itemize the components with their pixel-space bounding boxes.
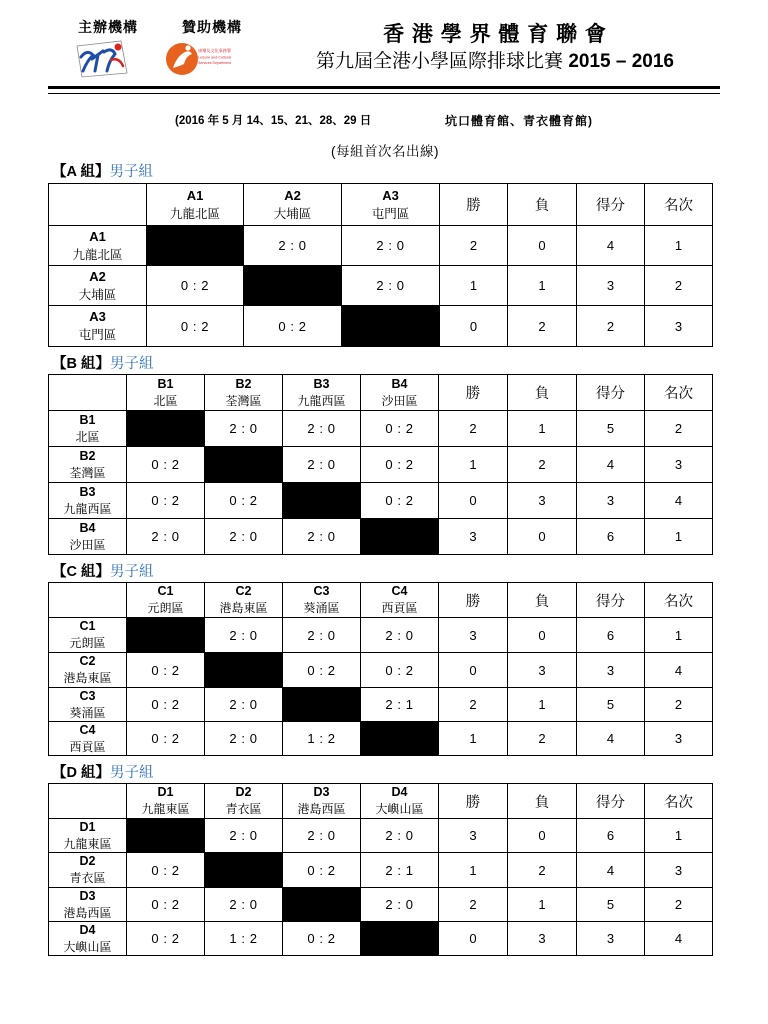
header-rule-thin — [48, 93, 720, 94]
team-code: D1 — [157, 785, 174, 799]
team-column-header — [205, 375, 283, 411]
team-column-header — [361, 375, 439, 411]
team-column-header — [147, 184, 244, 226]
team-code: B3 — [313, 376, 330, 391]
team-district: 港島西區 — [297, 802, 346, 816]
losses-cell: 1 — [508, 266, 577, 306]
team-code: B4 — [79, 520, 96, 535]
match-score-cell: 0 : 2 — [127, 653, 205, 688]
match-score-cell: 2 : 0 — [283, 819, 361, 853]
wins-cell: 1 — [440, 266, 508, 306]
rank-cell: 4 — [645, 653, 713, 688]
team-column-header — [283, 784, 361, 819]
rank-cell: 1 — [645, 519, 713, 555]
group-d-standings-table — [48, 783, 713, 956]
match-score-cell: 0 : 2 — [244, 306, 342, 347]
match-score-cell: 2 : 0 — [361, 888, 439, 922]
match-score-cell: 1 : 2 — [205, 922, 283, 956]
group-label: 【B 組】 — [52, 356, 110, 372]
team-row-header — [49, 922, 127, 956]
wins-cell: 0 — [439, 653, 508, 688]
team-district: 九龍西區 — [297, 393, 346, 408]
organizer-label: 主辦機構 — [78, 19, 138, 35]
team-code: A1 — [186, 187, 204, 203]
stat-header-points: 得分 — [577, 375, 645, 411]
losses-cell: 2 — [508, 853, 577, 888]
stat-header-points: 得分 — [577, 583, 645, 618]
group-c-standings-table — [48, 582, 713, 756]
team-code: C3 — [313, 584, 330, 598]
stat-header-rank: 名次 — [645, 784, 713, 819]
stat-header-losses: 負 — [508, 375, 577, 411]
team-code: D2 — [235, 785, 252, 799]
document-subtitle — [300, 51, 690, 73]
blocked-cell — [127, 819, 205, 853]
stat-header-wins: 勝 — [439, 375, 508, 411]
logo-accent-stroke — [111, 59, 123, 66]
rank-cell: 4 — [645, 483, 713, 519]
team-district: 元朗區 — [147, 601, 184, 615]
sponsor-label: 贊助機構 — [182, 19, 242, 35]
blocked-cell — [283, 483, 361, 519]
header-rule-thick — [48, 86, 720, 89]
lcsd-logo-icon — [164, 37, 234, 79]
team-column-header — [127, 375, 205, 411]
team-code: B4 — [391, 376, 408, 391]
match-score-cell: 2 : 0 — [205, 519, 283, 555]
blocked-cell — [127, 411, 205, 447]
points-cell: 6 — [577, 819, 645, 853]
team-code: D2 — [79, 854, 96, 868]
wins-cell: 1 — [439, 722, 508, 756]
match-score-cell: 2 : 0 — [361, 618, 439, 653]
match-score-cell: 0 : 2 — [127, 888, 205, 922]
wins-cell: 1 — [439, 447, 508, 483]
match-score-cell: 2 : 0 — [205, 618, 283, 653]
losses-cell: 2 — [508, 447, 577, 483]
blocked-cell — [361, 722, 439, 756]
stat-header-wins: 勝 — [439, 583, 508, 618]
rank-cell: 2 — [645, 688, 713, 722]
logo-head-dot — [115, 44, 122, 51]
team-code: C4 — [79, 722, 96, 737]
team-column-header — [205, 784, 283, 819]
stat-header-losses: 負 — [508, 184, 577, 226]
group-d-heading — [52, 764, 154, 782]
team-column-header — [361, 583, 439, 618]
losses-cell: 1 — [508, 688, 577, 722]
hkssf-logo-icon — [71, 37, 131, 79]
team-code: A2 — [284, 187, 301, 203]
team-row-header — [49, 411, 127, 447]
team-row-header — [49, 819, 127, 853]
team-row-header — [49, 306, 147, 347]
wins-cell: 0 — [440, 306, 508, 347]
team-district: 荃灣區 — [69, 465, 106, 480]
team-code: A3 — [382, 187, 399, 203]
stat-header-wins: 勝 — [440, 184, 508, 226]
team-row-header — [49, 618, 127, 653]
rank-cell: 2 — [645, 888, 713, 922]
losses-cell: 2 — [508, 722, 577, 756]
losses-cell: 1 — [508, 411, 577, 447]
corner-cell — [49, 184, 147, 226]
match-score-cell: 2 : 0 — [361, 819, 439, 853]
match-score-cell: 0 : 2 — [147, 306, 244, 347]
team-code: B3 — [79, 484, 96, 499]
rank-cell: 3 — [645, 853, 713, 888]
match-score-cell: 0 : 2 — [283, 853, 361, 888]
document-title: 香 港 學 界 體 育 聯 會 — [383, 23, 607, 46]
group-label: 【A 組】 — [52, 164, 110, 180]
wins-cell: 0 — [439, 922, 508, 956]
team-district: 北區 — [153, 393, 178, 408]
wins-cell: 2 — [439, 411, 508, 447]
team-district: 大嶼山區 — [375, 802, 424, 816]
rank-cell: 1 — [645, 618, 713, 653]
match-score-cell: 2 : 0 — [342, 226, 440, 266]
group-a-heading — [52, 163, 153, 181]
wins-cell: 2 — [439, 888, 508, 922]
team-district: 港島西區 — [63, 905, 112, 920]
blocked-cell — [361, 519, 439, 555]
team-code: C1 — [79, 619, 96, 633]
competition-season: 2015 – 2016 — [568, 51, 674, 72]
team-row-header — [49, 653, 127, 688]
group-a-standings-table — [48, 183, 713, 347]
match-score-cell: 2 : 0 — [205, 888, 283, 922]
team-column-header — [205, 583, 283, 618]
team-district: 九龍西區 — [63, 501, 112, 516]
wins-cell: 3 — [439, 819, 508, 853]
points-cell: 3 — [577, 483, 645, 519]
corner-cell — [49, 784, 127, 819]
blocked-cell — [127, 618, 205, 653]
team-district: 九龍北區 — [169, 206, 220, 221]
wins-cell: 2 — [440, 226, 508, 266]
group-label: 【C 組】 — [52, 564, 110, 580]
losses-cell: 3 — [508, 483, 577, 519]
logo-lettering-line: Leisure and Cultural — [198, 55, 232, 60]
team-column-header — [244, 184, 342, 226]
team-district: 九龍東區 — [141, 802, 190, 816]
match-score-cell: 2 : 0 — [205, 411, 283, 447]
logo-lettering-line: Services Department — [198, 61, 232, 65]
team-code: C2 — [235, 584, 252, 598]
match-score-cell: 2 : 0 — [205, 688, 283, 722]
team-code: D3 — [79, 888, 96, 903]
team-district: 大嶼山區 — [63, 939, 112, 954]
team-code: A1 — [89, 228, 106, 244]
team-district: 九龍北區 — [72, 247, 123, 262]
team-district: 港島東區 — [63, 671, 112, 685]
rank-cell: 2 — [645, 266, 713, 306]
blocked-cell — [244, 266, 342, 306]
team-district: 屯門區 — [78, 328, 117, 342]
match-score-cell: 2 : 0 — [127, 519, 205, 555]
blocked-cell — [283, 688, 361, 722]
blocked-cell — [361, 922, 439, 956]
match-score-cell: 0 : 2 — [127, 922, 205, 956]
team-row-header — [49, 226, 147, 266]
team-district: 荃灣區 — [225, 393, 262, 408]
team-district: 北區 — [75, 429, 100, 444]
team-row-header — [49, 688, 127, 722]
match-score-cell: 0 : 2 — [283, 653, 361, 688]
team-code: D1 — [79, 819, 96, 834]
group-label: 【D 組】 — [52, 765, 110, 781]
stat-header-points: 得分 — [577, 784, 645, 819]
team-district: 青衣區 — [69, 871, 106, 885]
points-cell: 4 — [577, 853, 645, 888]
rank-cell: 4 — [645, 922, 713, 956]
losses-cell: 0 — [508, 226, 577, 266]
stat-header-rank: 名次 — [645, 184, 713, 226]
blocked-cell — [283, 888, 361, 922]
competition-venues: 坑口體育館、青衣體育館) — [445, 114, 593, 128]
group-b-standings-table — [48, 374, 713, 555]
team-district: 屯門區 — [371, 206, 410, 221]
team-district: 葵涌區 — [303, 601, 340, 615]
points-cell: 4 — [577, 226, 645, 266]
points-cell: 3 — [577, 922, 645, 956]
points-cell: 5 — [577, 688, 645, 722]
group-c-heading — [52, 563, 154, 581]
points-cell: 6 — [577, 618, 645, 653]
points-cell: 4 — [577, 447, 645, 483]
match-score-cell: 0 : 2 — [283, 922, 361, 956]
competition-name: 第九屆全港小學區際排球比賽 — [316, 51, 564, 72]
match-score-cell: 2 : 0 — [283, 519, 361, 555]
team-district: 大埔區 — [78, 287, 117, 302]
group-division: 男子組 — [109, 164, 153, 180]
match-score-cell: 2 : 1 — [361, 853, 439, 888]
team-column-header — [283, 375, 361, 411]
wins-cell: 1 — [439, 853, 508, 888]
points-cell: 2 — [577, 306, 645, 347]
team-row-header — [49, 447, 127, 483]
points-cell: 4 — [577, 722, 645, 756]
team-column-header — [283, 583, 361, 618]
match-score-cell: 2 : 0 — [283, 411, 361, 447]
blocked-cell — [147, 226, 244, 266]
points-cell: 3 — [577, 653, 645, 688]
team-column-header — [127, 583, 205, 618]
team-district: 青衣區 — [225, 802, 262, 816]
group-b-heading — [52, 355, 154, 373]
rank-cell: 3 — [645, 722, 713, 756]
match-score-cell: 0 : 2 — [127, 447, 205, 483]
match-score-cell: 1 : 2 — [283, 722, 361, 756]
team-code: C2 — [79, 654, 96, 668]
stat-header-wins: 勝 — [439, 784, 508, 819]
losses-cell: 3 — [508, 922, 577, 956]
points-cell: 5 — [577, 411, 645, 447]
blocked-cell — [205, 853, 283, 888]
team-row-header — [49, 722, 127, 756]
group-division: 男子組 — [110, 765, 154, 781]
team-row-header — [49, 483, 127, 519]
losses-cell: 2 — [508, 306, 577, 347]
team-code: D4 — [79, 922, 96, 937]
rank-cell: 3 — [645, 306, 713, 347]
losses-cell: 0 — [508, 819, 577, 853]
wins-cell: 2 — [439, 688, 508, 722]
team-district: 九龍東區 — [63, 836, 112, 851]
match-score-cell: 2 : 1 — [361, 688, 439, 722]
match-score-cell: 0 : 2 — [361, 411, 439, 447]
match-score-cell: 2 : 0 — [342, 266, 440, 306]
rank-cell: 2 — [645, 411, 713, 447]
team-code: B2 — [235, 376, 252, 391]
team-code: B1 — [79, 412, 96, 427]
wins-cell: 3 — [439, 519, 508, 555]
blocked-cell — [205, 447, 283, 483]
team-district: 大埔區 — [273, 206, 312, 221]
blocked-cell — [205, 653, 283, 688]
stat-header-points: 得分 — [577, 184, 645, 226]
blocked-cell — [342, 306, 440, 347]
team-column-header — [127, 784, 205, 819]
team-district: 西貢區 — [381, 601, 418, 615]
team-district: 沙田區 — [381, 393, 418, 408]
match-score-cell: 2 : 0 — [283, 447, 361, 483]
team-district: 葵涌區 — [69, 705, 106, 720]
team-code: B1 — [157, 376, 174, 391]
match-score-cell: 0 : 2 — [127, 483, 205, 519]
corner-cell — [49, 375, 127, 411]
competition-dates: (2016 年 5 月 14、15、21、28、29 日 — [175, 115, 372, 127]
points-cell: 6 — [577, 519, 645, 555]
points-cell: 3 — [577, 266, 645, 306]
team-code: D3 — [313, 785, 330, 799]
wins-cell: 0 — [439, 483, 508, 519]
logo-figure-head — [185, 45, 190, 50]
group-division: 男子組 — [110, 356, 154, 372]
team-column-header — [361, 784, 439, 819]
team-district: 沙田區 — [69, 537, 106, 552]
stat-header-rank: 名次 — [645, 375, 713, 411]
match-score-cell: 0 : 2 — [127, 853, 205, 888]
team-code: C3 — [79, 688, 96, 703]
team-code: C4 — [391, 584, 408, 598]
match-score-cell: 2 : 0 — [283, 618, 361, 653]
team-code: A3 — [89, 309, 106, 324]
losses-cell: 0 — [508, 618, 577, 653]
rank-cell: 1 — [645, 226, 713, 266]
match-score-cell: 0 : 2 — [127, 722, 205, 756]
team-row-header — [49, 266, 147, 306]
team-code: D4 — [391, 785, 408, 799]
team-row-header — [49, 853, 127, 888]
match-score-cell: 0 : 2 — [361, 483, 439, 519]
stat-header-rank: 名次 — [645, 583, 713, 618]
losses-cell: 0 — [508, 519, 577, 555]
match-score-cell: 0 : 2 — [127, 688, 205, 722]
stat-header-losses: 負 — [508, 583, 577, 618]
stat-header-losses: 負 — [508, 784, 577, 819]
qualification-note: (每組首次名出線) — [331, 144, 439, 159]
logo-figure-stroke — [81, 52, 93, 71]
team-district: 元朗區 — [69, 636, 106, 650]
rank-cell: 1 — [645, 819, 713, 853]
match-score-cell: 2 : 0 — [205, 722, 283, 756]
team-column-header — [342, 184, 440, 226]
losses-cell: 3 — [508, 653, 577, 688]
match-score-cell: 0 : 2 — [147, 266, 244, 306]
losses-cell: 1 — [508, 888, 577, 922]
team-row-header — [49, 888, 127, 922]
match-score-cell: 0 : 2 — [361, 653, 439, 688]
group-division: 男子組 — [110, 564, 154, 580]
team-row-header — [49, 519, 127, 555]
match-score-cell: 0 : 2 — [205, 483, 283, 519]
wins-cell: 3 — [439, 618, 508, 653]
match-score-cell: 2 : 0 — [244, 226, 342, 266]
match-score-cell: 2 : 0 — [205, 819, 283, 853]
match-score-cell: 0 : 2 — [361, 447, 439, 483]
rank-cell: 3 — [645, 447, 713, 483]
points-cell: 5 — [577, 888, 645, 922]
team-code: A2 — [89, 268, 106, 284]
logo-lettering-line: 康樂及文化事務署 — [198, 48, 232, 53]
team-code: B2 — [79, 448, 96, 463]
team-district: 港島東區 — [219, 601, 268, 615]
team-district: 西貢區 — [69, 739, 106, 754]
team-code: C1 — [157, 584, 174, 598]
corner-cell — [49, 583, 127, 618]
